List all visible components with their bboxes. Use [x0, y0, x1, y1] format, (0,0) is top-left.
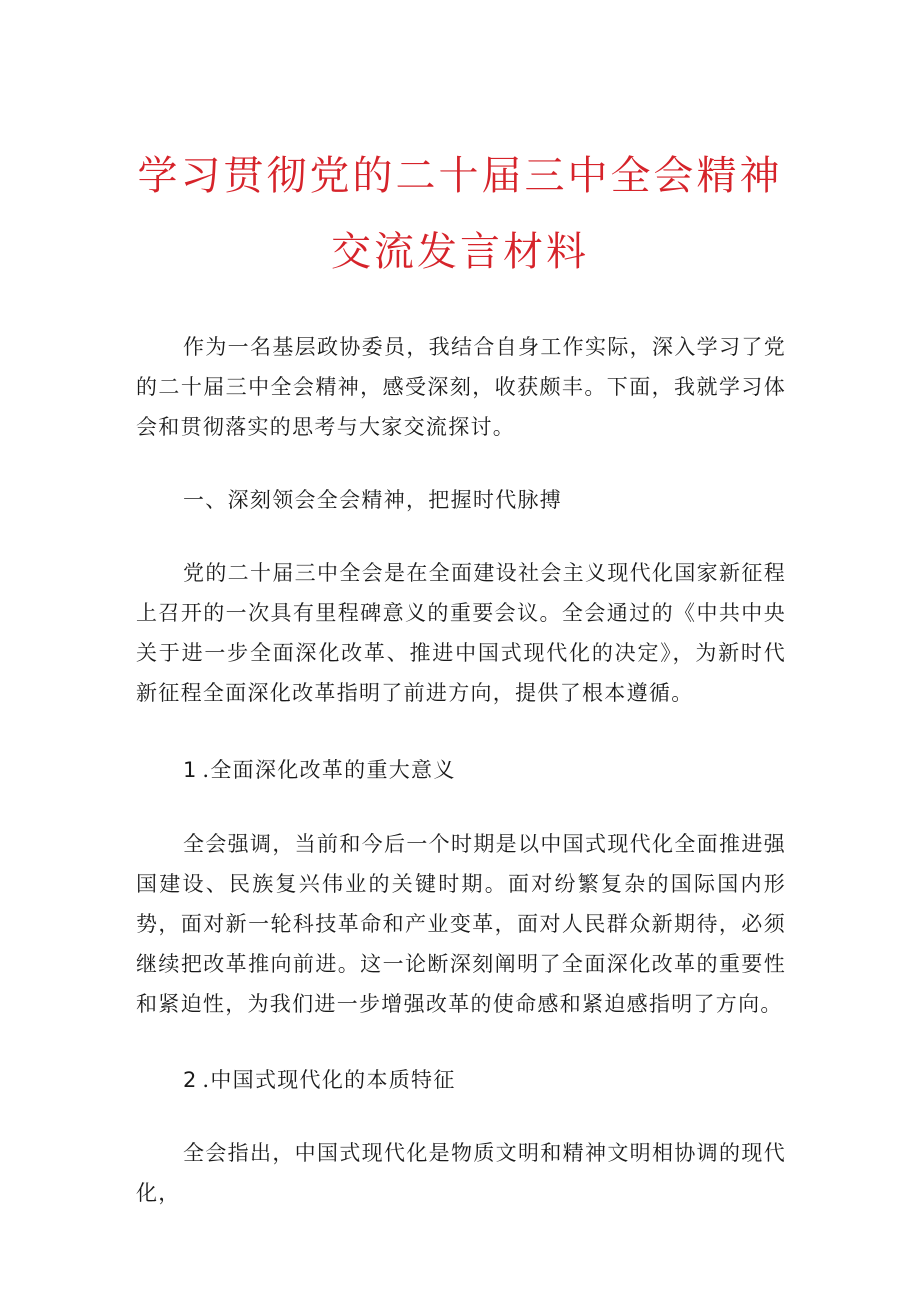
subheading-2-text: .中国式现代化的本质特征	[202, 1068, 456, 1092]
paragraph-plenum: 党的二十届三中全会是在全面建设社会主义现代化国家新征程上召开的一次具有里程碑意义的重要会议。全会通过的《中共中央关于进一步全面深化改革、推进中国式现代化的决定》，为新时代新征程全面深化改革指明了前进方向，提供了根本遵循。	[136, 561, 786, 705]
section-heading-1: 一、深刻领会全会精神，把握时代脉搏	[183, 488, 563, 512]
document-title-line-1: 学习贯彻党的二十届三中全会精神	[137, 153, 783, 199]
paragraph-significance: 全会强调，当前和今后一个时期是以中国式现代化全面推进强国建设、民族复兴伟业的关键时期。面对纷繁复杂的国际国内形势，面对新一轮科技革命和产业变革，面对人民群众新期待，必须继续把改革推向前进。这一论断深刻阐明了全面深化改革的重要性和紧迫性，为我们进一步增强改革的使命感和紧迫感指明了方向。	[136, 832, 786, 1016]
paragraph-intro: 作为一名基层政协委员，我结合自身工作实际，深入学习了党的二十届三中全会精神，感受深刻，收获颇丰。下面，我就学习体会和贯彻落实的思考与大家交流探讨。	[136, 335, 786, 439]
subheading-2	[183, 1060, 456, 1100]
subheading-1-text: .全面深化改革的重大意义	[202, 758, 456, 782]
subheading-2-number: 2	[183, 1068, 197, 1092]
paragraph-characteristics: 全会指出，中国式现代化是物质文明和精神文明相协调的现代化，	[136, 1141, 786, 1205]
subheading-1	[183, 750, 456, 790]
document-title-line-2: 交流发言材料	[331, 229, 589, 275]
subheading-1-number: 1	[183, 758, 197, 782]
